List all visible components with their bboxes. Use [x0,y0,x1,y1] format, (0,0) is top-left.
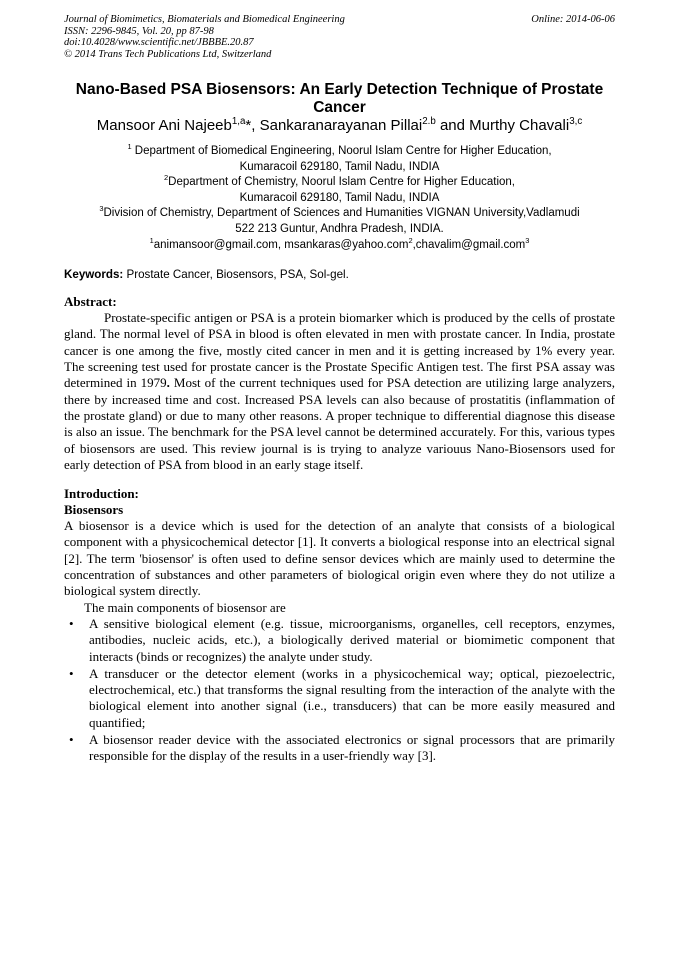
corresponding-mark: * [245,117,252,134]
intro-paragraph: A biosensor is a device which is used for the detection of an analyte that consists of a biological component with a physicochemical detector [1]. It converts a biological response into an electrical signal [2]. The term 'biosensor' is often used to define sensor devices which are mainly used to determine the concentration of substances and other parameters of biological origin even where they do not utilize a biological system directly. [64,518,615,599]
affiliation-superscript: 3 [99,204,104,214]
affiliation-text: Department of Biomedical Engineering, Noorul Islam Centre for Higher Education, [131,145,552,157]
component-list [64,616,615,765]
bullet-icon: • [69,665,74,681]
affiliations [64,144,615,253]
issn-line: ISSN: 2296-9845, Vol. 20, pp 87-98 [64,25,214,37]
keywords-text: Prostate Cancer, Biosensors, PSA, Sol-gel. [123,268,349,282]
email-superscript: 1 [149,235,154,245]
affiliation-1-address: Kumaracoil 629180, Tamil Nadu, INDIA [239,160,440,173]
biosensors-subheading: Biosensors [64,502,124,518]
bullet-icon: • [69,731,74,747]
paper-page [64,14,615,766]
list-item [64,732,615,765]
email-text: ,chavalim@gmail.com [412,238,526,251]
online-date: Online: 2014-06-06 [531,14,615,25]
keywords [64,267,615,282]
abstract-heading: Abstract: [64,294,117,310]
abstract-paragraph [64,310,615,473]
paper-title: Nano-Based PSA Biosensors: An Early Detection Technique of Prostate Cancer [75,81,604,116]
author-name: Murthy Chavali [469,117,570,134]
list-item-text: A sensitive biological element (e.g. tissue, microorganisms, organelles, cell receptors, enzymes, antibodies, nucleic acids, etc.), a biologically derived material or biomimetic component that interacts (binds or recognizes) the analyte under study. [89,615,615,664]
affiliation-3-address: 522 213 Guntur, Andhra Pradesh, INDIA. [235,222,444,235]
affiliation-superscript: 1 [127,142,132,152]
main-components-line: The main components of biosensor are [84,599,286,615]
journal-name: Journal of Biomimetics, Biomaterials and Biomedical Engineering [64,14,345,25]
author-name: Mansoor Ani Najeeb [96,117,232,134]
journal-header [64,14,615,60]
author-list [64,117,615,135]
author-emails [64,235,615,254]
bullet-icon: • [69,615,74,631]
author-superscript: 3,c [569,116,583,127]
list-item-text: A transducer or the detector element (works in a physicochemical way; optical, piezoelectric, electrochemical, etc.) that transforms the signal resulting from the interaction of the analyte with the biological element into another signal (i.e., transducers) that can be more easily measured and quantified; [89,665,615,730]
doi-line: doi:10.4028/www.scientific.net/JBBBE.20.87 [64,37,254,48]
list-item [64,666,615,731]
affiliation-2 [64,175,615,191]
abstract-text: Prostate-specific antigen or PSA is a protein biomarker which is produced by the cells of prostate gland. The normal level of PSA in blood is often elevated in men with prostate cancer. In India, prostate cancer is one among the five, mostly cited cancer in men and it is getting increased by 1% every year. The screening test used for prostate cancer is the Prostate Specific Antigen test. The first PSA assay was determined in 1979 [64,310,615,391]
affiliation-superscript: 2 [164,173,169,183]
abstract-text: Most of the current techniques used for PSA detection are utilizing large analyzers, there by increased time and cost. Increased PSA levels can also because of prostatitis (inflammation of the prostate gland) or due to many other reasons. A proper technique to differential diagnose this disease is also an issue. The benchmark for the PSA level cannot be determined accurately. For this, various types of biosensors are used. This review journal is is trying to analyze variouus Nano-Biosensors used for early detection of PSA from blood in an early stage itself. [64,375,615,472]
copyright-line: © 2014 Trans Tech Publications Ltd, Switzerland [64,48,272,60]
affiliation-text: Department of Chemistry, Noorul Islam Centre for Higher Education, [168,176,515,189]
affiliation-3 [64,206,615,222]
author-separator: , [251,117,260,134]
email-text: animansoor@gmail.com, msankaras@yahoo.com [153,238,409,251]
affiliation-2-address: Kumaracoil 629180, Tamil Nadu, INDIA [239,191,440,204]
email-superscript: 3 [525,235,530,245]
list-item-text: A biosensor reader device with the associated electronics or signal processors that are primarily responsible for the display of the results in a user-friendly way [3]. [89,731,615,764]
author-superscript: 1,a [231,116,246,127]
email-superscript: 2 [408,235,413,245]
author-separator: and [435,117,470,134]
abstract-bold-period: . [166,375,170,391]
affiliation-1 [64,144,615,160]
author-name: Sankaranarayanan Pillai [259,117,423,134]
author-superscript: 2.b [422,116,436,127]
list-item [64,616,615,665]
keywords-label: Keywords: [64,268,124,282]
affiliation-text: Division of Chemistry, Department of Sciences and Humanities VIGNAN University,Vadlamudi [103,207,580,220]
introduction-heading: Introduction: [64,486,139,502]
